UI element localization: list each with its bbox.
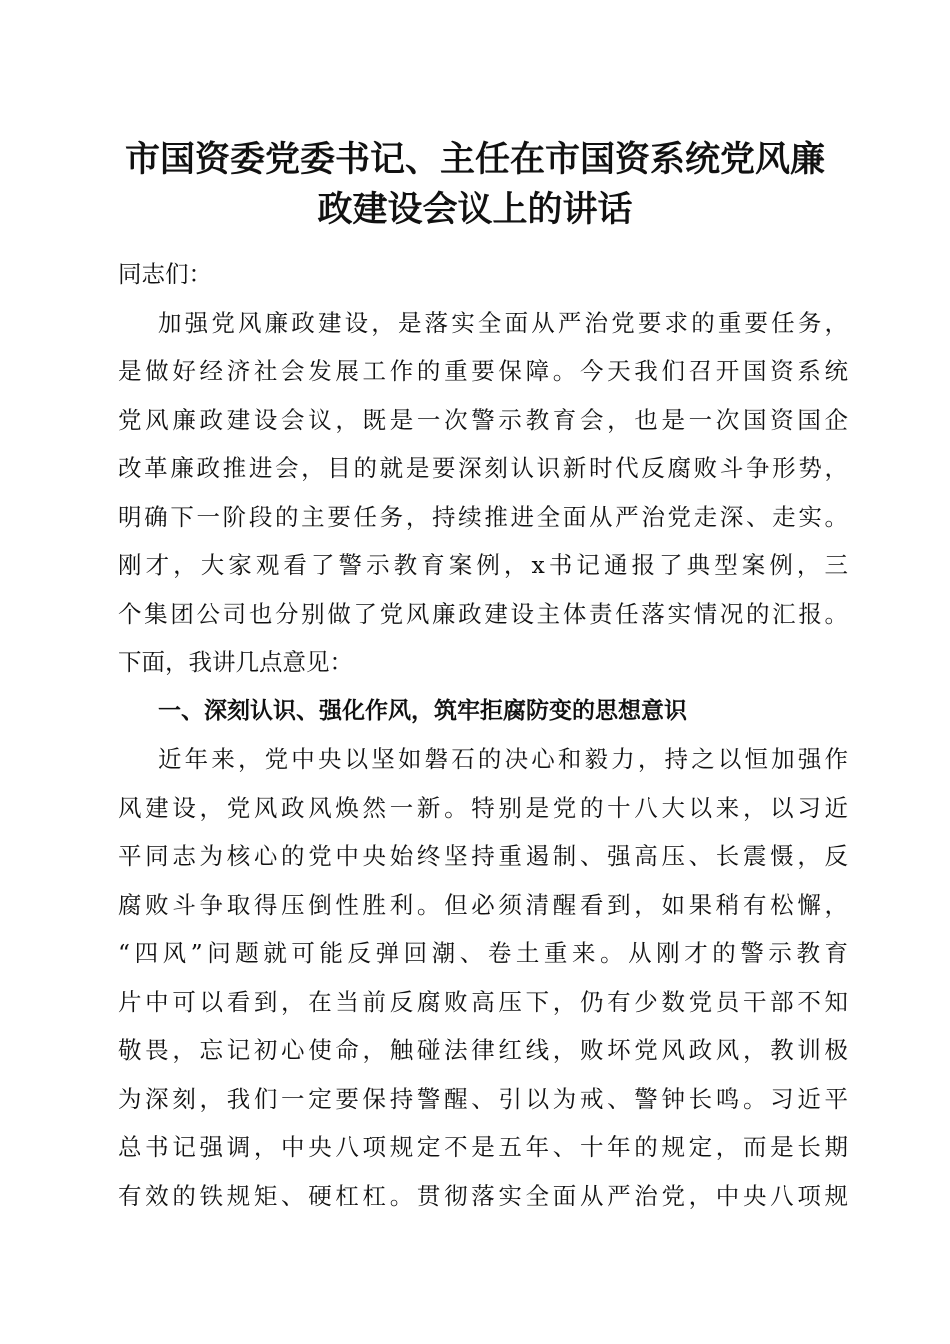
intro-line: 党风廉政建设会议，既是一次警示教育会，也是一次国资国企 [118, 405, 848, 434]
section-line: 风建设，党风政风焕然一新。特别是党的十八大以来，以习近 [118, 793, 848, 822]
section-line: 有效的铁规矩、硬杠杠。贯彻落实全面从严治党，中央八项规 [118, 1181, 848, 1210]
section-line: 平同志为核心的党中央始终坚持重遏制、强高压、长震慑，反 [118, 842, 848, 870]
section-line: 敬畏，忘记初心使命，触碰法律红线，败坏党风政风，教训极 [118, 1036, 848, 1064]
section-line: 近年来，党中央以坚如磐石的决心和毅力，持之以恒加强作 [158, 745, 848, 773]
document-body [118, 250, 848, 1220]
intro-line: 是做好经济社会发展工作的重要保障。今天我们召开国资系统 [118, 357, 848, 385]
section-heading: 一、深刻认识、强化作风，筑牢拒腐防变的思想意识 [158, 697, 687, 724]
intro-line: 个集团公司也分别做了党风廉政建设主体责任落实情况的汇报。 [118, 599, 848, 628]
intro-line: 加强党风廉政建设，是落实全面从严治党要求的重要任务， [158, 308, 848, 337]
section-line: “四风”问题就可能反弹回潮、卷土重来。从刚才的警示教育 [118, 939, 848, 967]
intro-line: 改革廉政推进会，目的就是要深刻认识新时代反腐败斗争形势， [118, 454, 848, 482]
section-line: 腐败斗争取得压倒性胜利。但必须清醒看到，如果稍有松懈， [118, 890, 848, 919]
intro-line: 下面，我讲几点意见： [118, 648, 353, 676]
section-line: 总书记强调，中央八项规定不是五年、十年的规定，而是长期 [118, 1133, 848, 1161]
title-line-1: 市国资委党委书记、主任在市国资系统党风廉 [124, 139, 825, 180]
title-line-2: 政建设会议上的讲话 [317, 189, 633, 230]
document-title [100, 135, 850, 235]
section-line: 为深刻，我们一定要保持警醒、引以为戒、警钟长鸣。习近平 [118, 1084, 848, 1113]
intro-line: 刚才，大家观看了警示教育案例，x书记通报了典型案例，三 [118, 551, 848, 579]
intro-line: 明确下一阶段的主要任务，持续推进全面从严治党走深、走实。 [118, 502, 848, 531]
salutation: 同志们： [118, 260, 212, 288]
section-line: 片中可以看到，在当前反腐败高压下，仍有少数党员干部不知 [118, 987, 848, 1016]
